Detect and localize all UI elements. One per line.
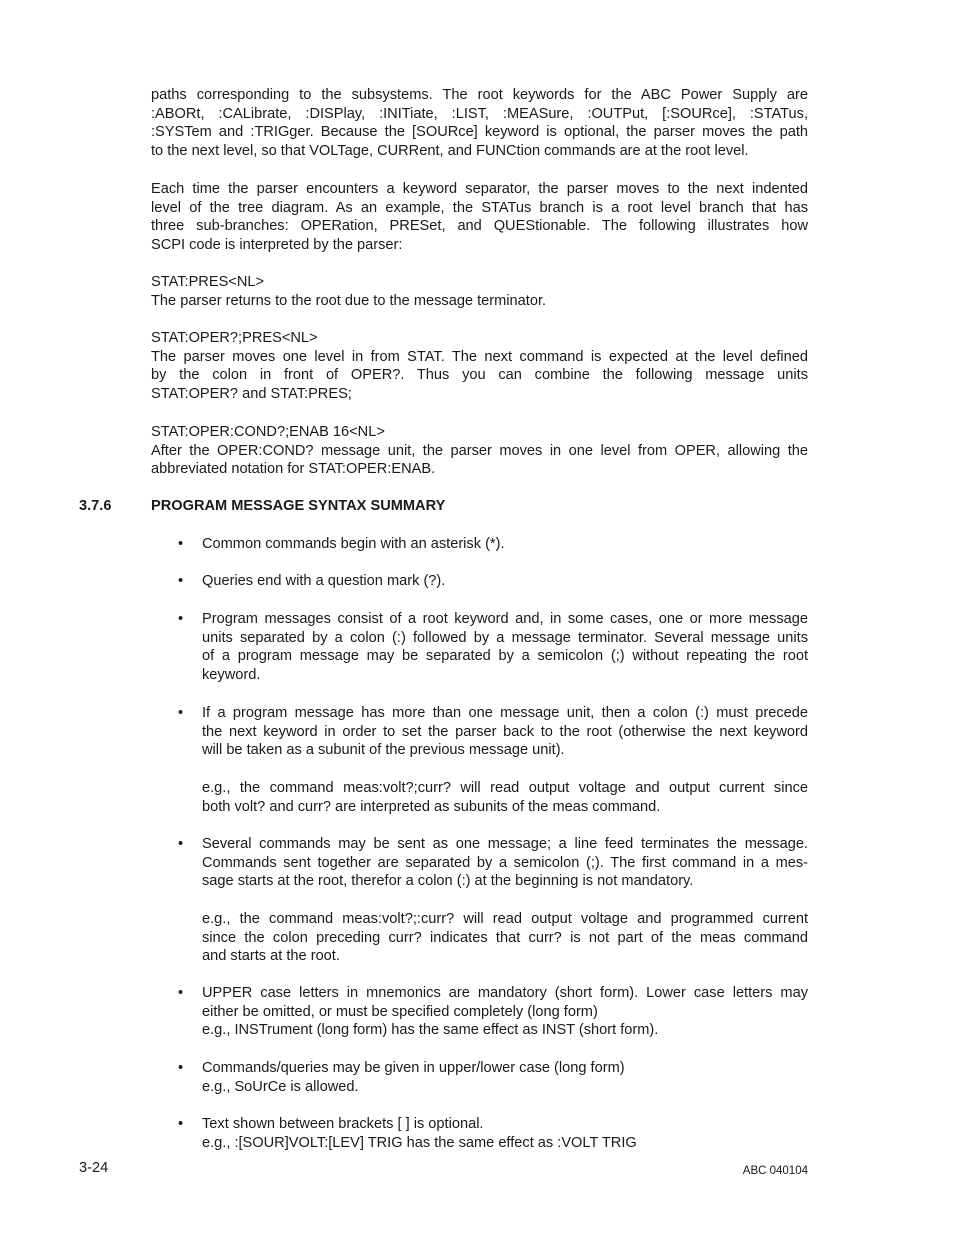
page-number: 3-24 (79, 1160, 109, 1176)
text-line: Each time the parser encounters a keyword separator, the parser moves to the next indented (151, 181, 808, 197)
bullet-marker: • (178, 1060, 184, 1076)
text-line: Commands sent together are separated by a semicolon (;). The first command in a mes- (202, 854, 808, 871)
bullet-marker: • (178, 1116, 184, 1132)
text-line: e.g., :[SOUR]VOLT:[LEV] TRIG has the same effect as :VOLT TRIG (202, 1134, 637, 1151)
text-line: e.g., the command meas:volt?;curr? will read output voltage and output current since (202, 780, 808, 796)
text-line: the next keyword in order to set the parser back to the root (otherwise the next keyword (202, 723, 808, 740)
text-line: abbreviated notation for STAT:OPER:ENAB. (151, 461, 436, 478)
example-code: STAT:PRES<NL> (151, 274, 265, 290)
text-line: will be taken as a subunit of the previous message unit). (202, 742, 565, 759)
document-id: ABC 040104 (742, 1165, 808, 1177)
text-line: SCPI code is interpreted by the parser: (151, 237, 403, 254)
bullet-marker: • (178, 536, 184, 552)
text-line: e.g., the command meas:volt?;:curr? will read output voltage and programmed current (202, 911, 808, 927)
text-line: sage starts at the root, therefor a colon (:) at the beginning is not mandatory. (202, 873, 694, 890)
section-number: 3.7.6 (79, 498, 112, 514)
text-line: by the colon in front of OPER?. Thus you can combine the following message units (151, 367, 808, 384)
bullet-example (202, 910, 808, 966)
text-line: and starts at the root. (202, 948, 340, 965)
text-line: three sub-branches: OPERation, PRESet, and QUEStionable. The following illustrates how (151, 218, 808, 235)
bullet-text (202, 1059, 808, 1096)
text-line: level of the tree diagram. As an example, the STATus branch is a root level branch that has (151, 199, 808, 216)
text-line: If a program message has more than one message unit, then a colon (:) must precede (202, 705, 808, 721)
example-code: STAT:OPER?;PRES<NL> (151, 330, 318, 346)
bullet-marker: • (178, 611, 184, 627)
text-line: both volt? and curr? are interpreted as subunits of the meas command. (202, 798, 661, 815)
bullet-text (202, 704, 808, 760)
bullet-marker: • (178, 573, 184, 589)
bullet-text (202, 984, 808, 1040)
bullet-marker: • (178, 836, 184, 852)
bullet-text (202, 535, 808, 554)
section-title: PROGRAM MESSAGE SYNTAX SUMMARY (151, 498, 446, 514)
text-line: to the next level, so that VOLTage, CURRent, and FUNCtion commands are at the root level. (151, 143, 749, 160)
intro-paragraph-2 (151, 180, 808, 255)
text-line: Queries end with a question mark (?). (202, 573, 446, 589)
bullet-text (202, 572, 808, 591)
text-line: since the colon preceding curr? indicates that curr? is not part of the meas command (202, 929, 808, 946)
text-line: STAT:OPER? and STAT:PRES; (151, 386, 352, 403)
text-line: After the OPER:COND? message unit, the parser moves in one level from OPER, allowing the (151, 442, 808, 459)
text-line: units separated by a colon (:) followed by a message terminator. Several message units (202, 629, 808, 646)
text-line: UPPER case letters in mnemonics are mandatory (short form). Lower case letters may (202, 985, 808, 1001)
text-line: keyword. (202, 667, 261, 684)
example-2 (151, 329, 808, 404)
bullet-text (202, 610, 808, 685)
text-line: of a program message may be separated by a semicolon (;) without repeating the root (202, 648, 808, 665)
text-line: e.g., SoUrCe is allowed. (202, 1078, 359, 1095)
bullet-example (202, 779, 808, 816)
text-line: :SYSTem and :TRIGger. Because the [SOURce] keyword is optional, the parser moves the path (151, 124, 808, 141)
bullet-marker: • (178, 705, 184, 721)
text-line: paths corresponding to the subsystems. The root keywords for the ABC Power Supply are (151, 87, 808, 103)
text-line: Commands/queries may be given in upper/lower case (long form) (202, 1060, 625, 1076)
bullet-text (202, 1115, 808, 1152)
text-line: Common commands begin with an asterisk (*). (202, 536, 505, 552)
bullet-marker: • (178, 985, 184, 1001)
text-line: Text shown between brackets [ ] is optional. (202, 1116, 484, 1132)
bullet-text (202, 835, 808, 891)
text-line: Several commands may be sent as one message; a line feed terminates the message. (202, 836, 808, 852)
text-line: Program messages consist of a root keyword and, in some cases, one or more message (202, 611, 808, 627)
text-line: The parser returns to the root due to the message terminator. (151, 292, 547, 309)
text-line: either be omitted, or must be specified completely (long form) (202, 1003, 598, 1020)
text-line: e.g., INSTrument (long form) has the same effect as INST (short form). (202, 1022, 659, 1039)
intro-paragraph-1 (151, 86, 808, 161)
example-3 (151, 423, 808, 479)
example-1 (151, 273, 808, 310)
text-line: The parser moves one level in from STAT. The next command is expected at the level defined (151, 348, 808, 365)
example-code: STAT:OPER:COND?;ENAB 16<NL> (151, 424, 385, 440)
text-line: :ABORt, :CALibrate, :DISPlay, :INITiate, :LIST, :MEASure, :OUTPut, [:SOURce], :STATus, (151, 105, 808, 122)
